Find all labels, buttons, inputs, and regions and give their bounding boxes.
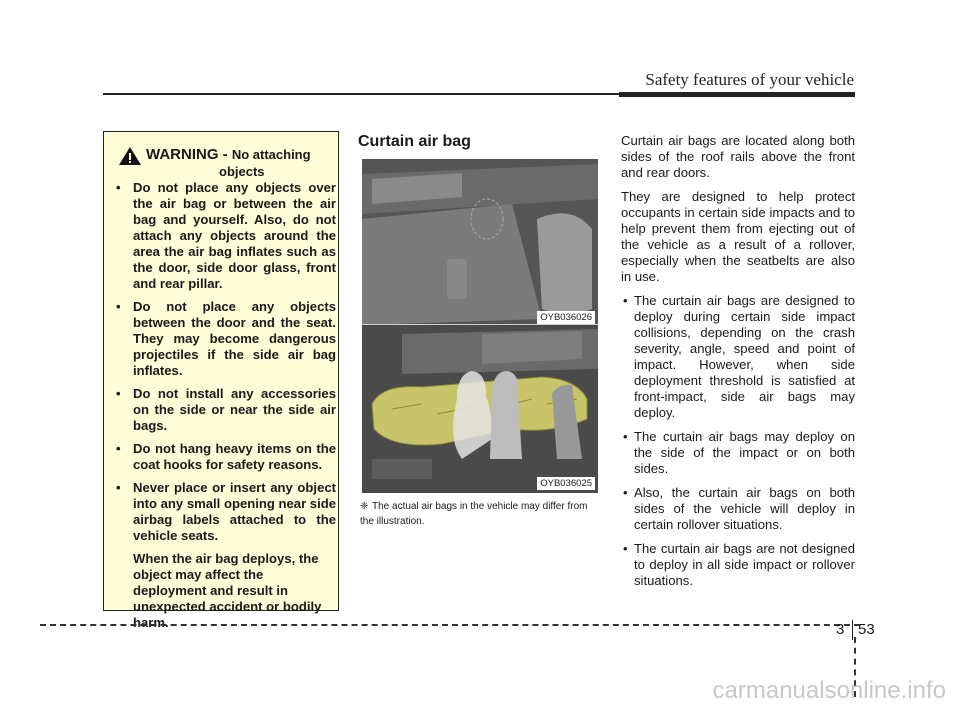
section-title: Curtain air bag [358,133,471,150]
bullet-icon: • [623,485,628,500]
body-bullet-item: • Also, the curtain air bags on both sides of the vehicle will deploy in certain rollover situations. [623,485,855,532]
bullet-icon: • [623,541,628,556]
header-bar [619,92,855,97]
bullet-icon: • [116,299,121,314]
body-paragraph: Curtain air bags are located along both sides of the roof rails above the front and rear doors. [621,133,855,180]
warning-label: WARNING - [146,146,228,163]
page-number-separator [852,620,853,640]
warning-item: • Do not place any objects over the air bag or between the air bag and yourself. Also, do not attach any objects around the area the air bag inflates such as the door, side door glass, front and rear pillar. [116,180,336,291]
warning-box [103,131,339,630]
bullet-icon: • [116,180,121,195]
body-bullet-item: • The curtain air bags are not designed to deploy in all side impact or rollover situations. [623,541,855,588]
body-bullet-list [621,293,855,589]
bullet-icon: • [623,429,628,444]
page-number: 53 [858,621,875,638]
warning-subtitle: No attaching [231,147,311,162]
figure-note-text: The actual air bags in the vehicle may differ from the illustration. [360,501,588,527]
warning-triangle-icon [118,146,142,166]
body-paragraph: They are designed to help protect occupants in certain side impacts and to help prevent them from ejecting out of the vehicle as a result of a rollover, especially when the seatbelts are also in use. [621,189,855,284]
figure-code-bottom: OYB036025 [537,477,595,490]
figure-code-top: OYB036026 [537,311,595,324]
figure-note [360,499,600,529]
bullet-icon: • [116,441,121,456]
watermark: carmanualsonline.info [712,677,946,704]
warning-item: • Never place or insert any object into any small opening near side airbag labels attached to the vehicle seats. [116,480,336,543]
warning-final-text: When the air bag deploys, the object may affect the deployment and result in unexpected accident or bodily harm. [133,551,322,630]
bullet-icon: • [116,480,121,495]
warning-item: • Do not place any objects between the door and the seat. They may become dangerous projectiles if the side air bag inflates. [116,299,336,378]
body-column [621,133,855,597]
warning-list [112,180,336,631]
airbag-illustration [362,159,598,493]
body-bullet-item: • The curtain air bags are designed to deploy during certain side impact collisions, depending on the crash severity, angle, speed and point of impact. However, when side deployment threshold is satisfied at front-impact, side air bags may deploy. [623,293,855,420]
note-symbol-icon: ❈ [360,501,369,512]
body-bullet-item: • The curtain air bags may deploy on the side of the impact or on both sides. [623,429,855,476]
warning-item: • Do not hang heavy items on the coat hooks for safety reasons. [116,441,336,472]
warning-subtitle-line2: objects [219,164,265,179]
warning-title [146,146,311,163]
warning-item: • Do not install any accessories on the side or near the side air bags. [116,386,336,433]
bullet-icon: • [623,293,628,308]
bullet-icon: • [116,386,121,401]
footer-rule [40,624,860,626]
chapter-number: 3 [836,621,845,638]
airbag-illustration-drawing [362,159,598,493]
header-title: Safety features of your vehicle [645,70,854,89]
